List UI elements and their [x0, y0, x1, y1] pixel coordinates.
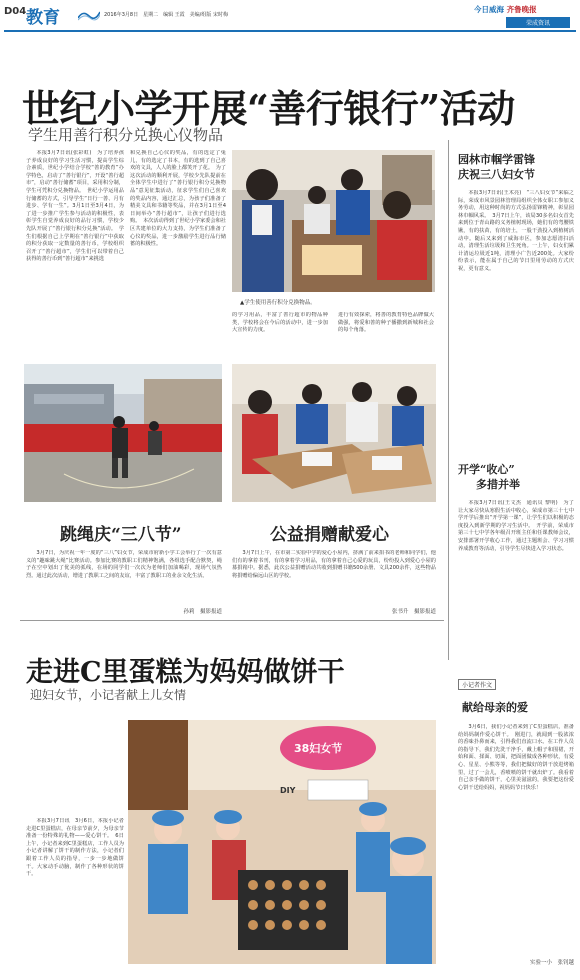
article1-col4: 进行有效探索，将善的教育特色品牌做大做强，将爱和善的种子播撒到新城和社会的每个角落。 [338, 312, 434, 334]
photo-students-exchange [232, 150, 435, 292]
photo-students-exchange-image [232, 150, 435, 292]
photo-jump-rope [24, 364, 222, 502]
article1-col2: 和兑换自己心仪的奖品，有的选定了兔儿，有的选定了书本，有的选到了自己喜欢的文具，人人的脸上都笑开了花。 为了这次活动的顺利开展，学校少先队提前在全体学生中进行了“善行银行积分兑换物品”意见征集活动，征求学生们自己喜欢的奖品内容，通过汇总，为孩子们准备了精美文具和书籍等奖品，并在3月1日至4日间举办“善行超市”，让孩子们进行选购。 本次活动得到了世纪小学家委会和社区共建单位的大力支持，为学生们准备了心仪的奖品，进一步激励学生进行品行储蓄的积极性。 [130, 150, 226, 248]
logo-tag: 荣成资讯 [506, 17, 570, 28]
photo1-caption: ▲学生使用善行积分兑换物品。 [240, 300, 316, 306]
side1-text: 本报3月7日讯(王术亮) “三八妇女节”来临之际，荣成市风景园林管理局组织全体女职工参加义务劳动，用这种时尚的方式弘扬雷锋精神，彰显园林巾帼风采。 3月7日上午，该局30多名妇女首先来到位于青山路的义务植树现场，她们有的弯腰铁锹，有的扶苗，有的培土，一股干劲投入到植树活动中。随后又来到了威海市区，参加志愿清扫活动，清理生活垃圾和卫生死角。一上午，妇女们累计清运垃圾近1吨，清理小广告近200处。大家纷纷表示，能在属于自己的节日里用劳动的方式庆祝，更有意义。 [458, 190, 574, 272]
article3-title: 公益捐赠献爱心 [270, 525, 389, 545]
issue-meta: 2016年3月8日 星期二 编辑 王霞 美编/组版 宋时梅 [104, 12, 228, 18]
article1-title: 世纪小学开展“善行银行”活动 [22, 86, 515, 131]
wave-decoration-icon [78, 9, 100, 21]
article1-col3: 的学习用品，丰富了善行超市的物品种类，学校将会在今后的活动中，进一步加大宣传的力度。 [232, 312, 328, 334]
side3-sign: 实验一小 张钊越 [529, 960, 574, 966]
logo-text-red: 齐鲁晚报 [506, 5, 537, 14]
photo-shop-sign: DIY [280, 786, 296, 795]
side1-title: 园林市帼学雷锋 庆祝三八妇女节 [458, 153, 535, 181]
photo-cookie-making-image [128, 720, 436, 964]
photo-donation-image [232, 364, 436, 502]
newspaper-logo [474, 4, 574, 26]
side3-title: 献给母亲的爱 [462, 701, 528, 714]
article2-title: 跳绳庆“三八节” [60, 525, 182, 545]
side2-title: 开学“收心” 多措并举 [458, 463, 520, 491]
article3-text: 3月7日上午，在市第二实验中学的爱心小屋内，挤满了前来捐书的老师和同学们，他们有的拿着书刊，有的拿着学习用品，有的拿着自己心爱的玩具，纷纷投入到爱心小屋的募捐箱中。据悉，此次公益捐赠活动共收到捐赠书籍500余册、文具200余件，这些物品将捐赠给偏远山区的学校。 [232, 550, 436, 579]
article1-col1: 本报3月7日讯(张彩虹) 为了培养孩子养成良好的学习生活习惯，提高学生综合素质，世纪小学结合学校“善的教育”办学特色，启动了“善行银行”，开设“善行超市”，启动“善行储蓄”项目，采用积分制，学生可凭积分兑换物品。 世纪小学运用品行储蓄的方式，引导学生“日行一善、月有进步、学有一生”。3月1日至3月4日，为了进一步推广学生参与活动的积极性，表彰学生自觉养成良好的品行习惯，学校少先队开展了“善行银行积分兑换”活动。 学生们根据自己上学期在“善行银行”中获取的积分获取一定数量的善行币，学校组织召开了“善行超市”，学生们可以带着自己获得的善行币到“善行超市”来挑选 [26, 150, 124, 263]
photo-donation [232, 364, 436, 502]
photo-banner-text: 38妇女节 [294, 742, 343, 755]
side3-text: 3月6日，我们小记者来到了C里蛋糕店，准备给妈妈制作爱心饼干。 刚进门，就闻到一股浓浓的香味扑鼻而来，引得我们直流口水。在工作人员的指导下，我们先洗干净手，戴上帽子和围裙，开始和面、揉面、切面，把面团做成各种形状，有爱心、星星、小熊等等，我们把做好的饼干放进烤箱里，过了一会儿，香喷喷的饼干就出炉了。我看着自己亲手做的饼干，心里美滋滋的，我要把这份爱心饼干送给妈妈，祝妈妈节日快乐！ [458, 724, 574, 791]
article2-text: 3月7日，为庆祝一年一度的“三八”妇女节，荣成市府新小学工会举行了一次有意义的“趣味跳大绳”比赛活动。参加比赛的教职工们精神饱满，各组选手配合默契，绳子在空中划出了优美的弧线，在场的同学们一次次为老师们加油喝彩，现场气氛热烈。通过此次活动，增进了教职工之间的友谊，丰富了教职工的业余文化生活。 [26, 550, 222, 579]
column-divider-right [448, 140, 449, 660]
section-title: 教育 [26, 8, 60, 28]
logo-text-blue: 今日威海 [474, 5, 504, 14]
photo-cookie-making [128, 720, 436, 964]
article1-subtitle: 学生用善行积分兑换心仪物品 [28, 126, 224, 144]
side2-text: 本报3月7日讯(王文杰 通讯员 黎明) 为了让大家尽快从寒假生活中收心，荣成市第三十七中学开学后推出“开学第一课”，让学生们以积极的态度投入到新学期的学习生活中。 开学前，荣成市第三十七中学各年级召开班主任和任课教师会议，安排部署开学收心工作，通过主题班会、学习习惯养成教育等活动，引导学生尽快进入学习状态。 [458, 500, 574, 552]
header-rule [4, 30, 576, 32]
article3-sign: 张书升 摄影报道 [391, 609, 436, 615]
section-divider [20, 620, 444, 621]
side3-box-label: 小记者作文 [458, 672, 496, 691]
page-code: D04 [4, 6, 27, 17]
article4-subtitle: 迎妇女节，小记者献上儿女情 [30, 688, 187, 702]
article2-sign: 孙莉 摄影报道 [183, 609, 222, 615]
article4-title: 走进C里蛋糕为妈妈做饼干 [26, 657, 345, 688]
photo-jump-rope-image [24, 364, 222, 502]
article4-text: 本报3月7日讯 3月6日，本报小记者走进C里蛋糕店，在母亲节前夕，为母亲节准备一份特殊的礼物——爱心饼干。 6日上午，小记者来到C里蛋糕店，工作人员为小记者讲解了饼干的制作方法，小记者们跟着工作人员的指导，一步一步地做饼干。大家动手动脑，制作了各种形状的饼干。 [26, 818, 124, 878]
